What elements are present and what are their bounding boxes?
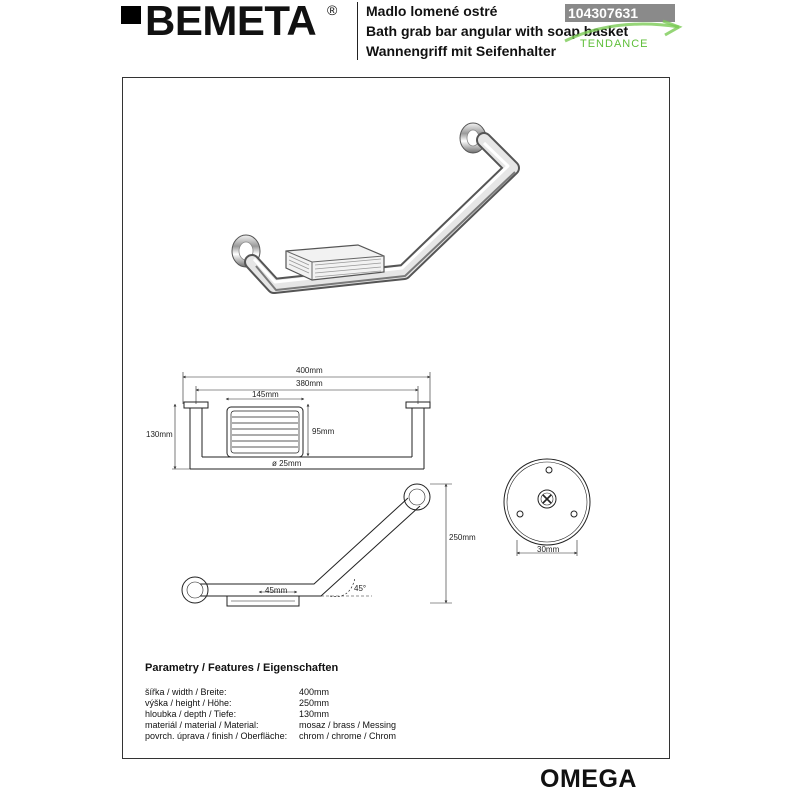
series-name: OMEGA — [540, 765, 637, 793]
spec-value: 130mm — [299, 709, 330, 719]
registered-mark: ® — [327, 2, 338, 18]
product-photo — [232, 123, 515, 290]
spec-value: 400mm — [299, 687, 330, 697]
product-code: 104307631 — [568, 5, 639, 21]
spec-label: materiál / material / Material: — [145, 720, 259, 730]
dim-45mm: 45mm — [265, 586, 288, 595]
spec-value: chrom / chrome / Chrom — [299, 731, 397, 741]
dim-250: 250mm — [449, 533, 476, 542]
top-view-drawing — [182, 484, 452, 606]
spec-label: povrch. úprava / finish / Oberfläche: — [145, 731, 288, 741]
dim-95: 95mm — [312, 427, 335, 436]
specs-title: Parametry / Features / Eigenschaften — [145, 662, 339, 674]
spec-label: šířka / width / Breite: — [145, 687, 227, 697]
dim-380: 380mm — [296, 379, 323, 388]
spec-row — [145, 687, 445, 698]
spec-row — [145, 709, 445, 720]
brand-logo: BEMETA — [145, 0, 317, 44]
title-en: Bath grab bar angular with soap basket — [366, 23, 629, 39]
dim-30: 30mm — [537, 545, 560, 554]
spec-row — [145, 720, 445, 731]
watermark-text: TENDANCE — [580, 38, 649, 50]
title-cz: Madlo lomené ostré — [366, 3, 498, 19]
dim-145: 145mm — [252, 390, 279, 399]
spec-label: výška / height / Höhe: — [145, 698, 232, 708]
title-de: Wannengriff mit Seifenhalter — [366, 43, 557, 59]
dim-angle: 45° — [354, 584, 367, 593]
rosette-drawing — [504, 459, 590, 556]
spec-row — [145, 731, 445, 742]
spec-value: 250mm — [299, 698, 330, 708]
dim-130: 130mm — [146, 430, 173, 439]
dim-diameter: ø 25mm — [272, 459, 302, 468]
dim-400: 400mm — [296, 366, 323, 375]
spec-row — [145, 698, 445, 709]
spec-label: hloubka / depth / Tiefe: — [145, 709, 237, 719]
spec-value: mosaz / brass / Messing — [299, 720, 397, 730]
